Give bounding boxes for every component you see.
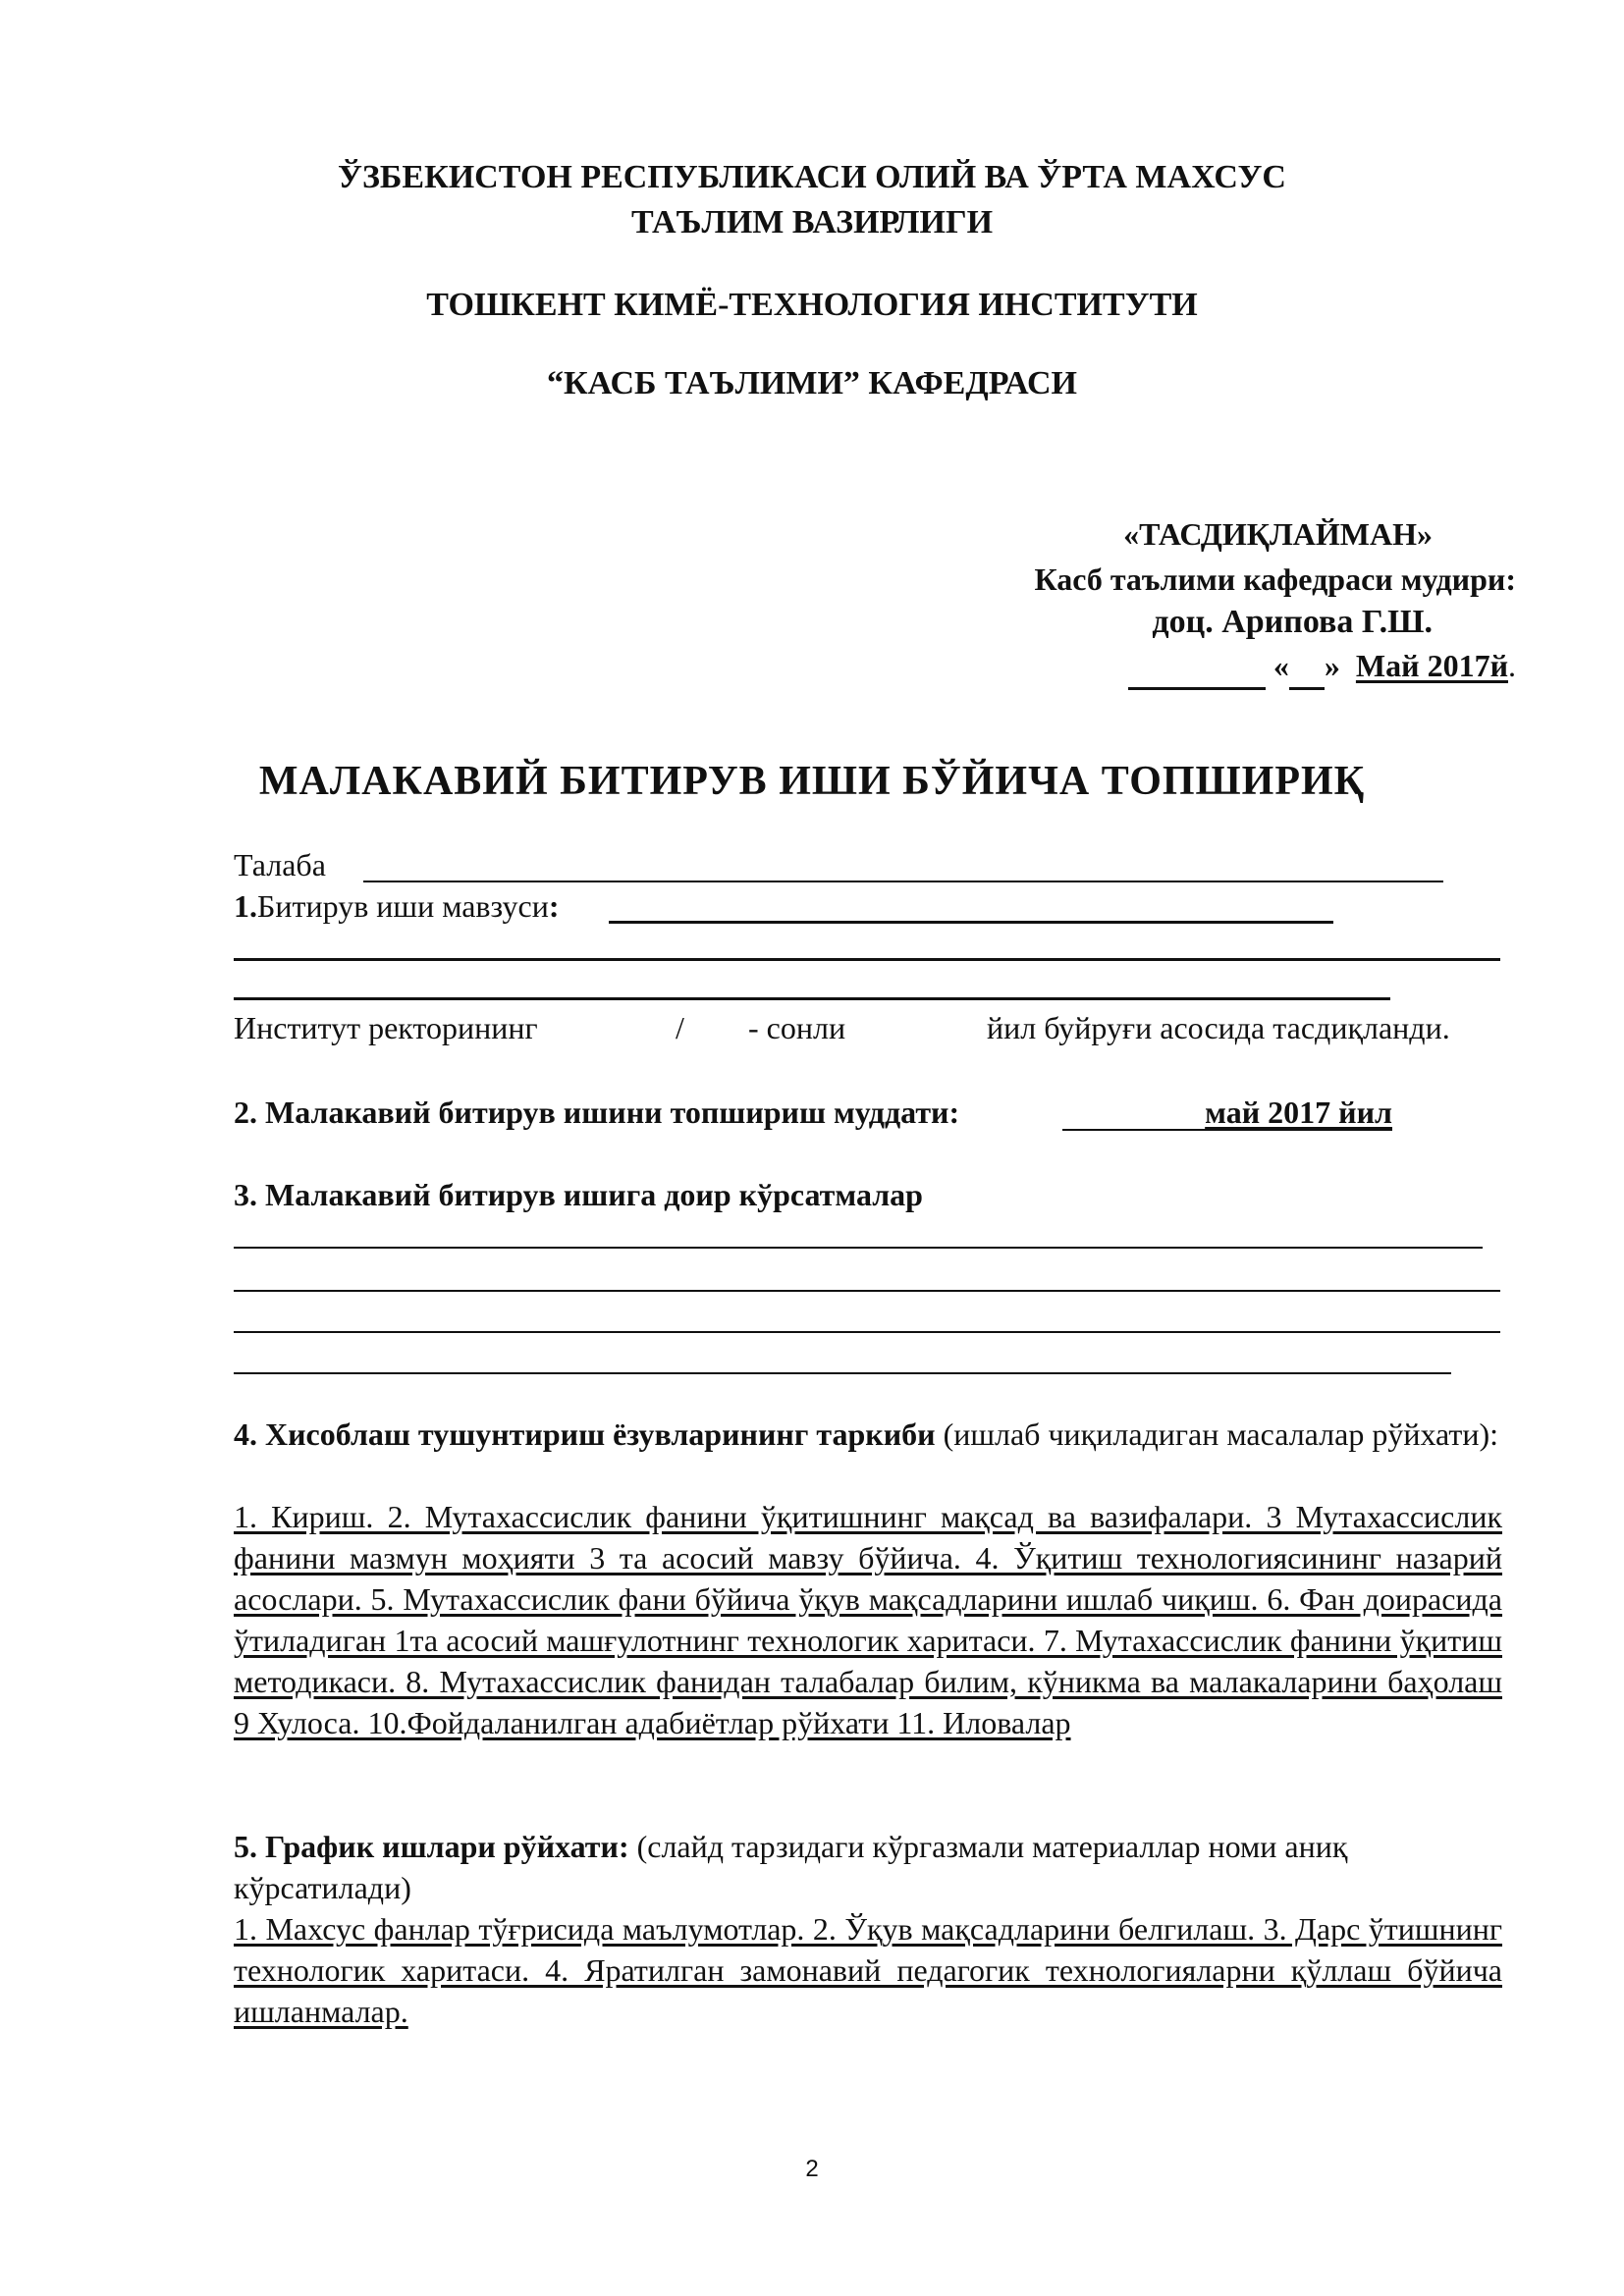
date-month-year: Май 2017й <box>1355 648 1508 683</box>
institute-title: ТОШКЕНТ КИМЁ-ТЕХНОЛОГИЯ ИНСТИТУТИ <box>426 287 1198 323</box>
rector-order-suffix: йил буйруғи асосида тасдиқланди. <box>987 1010 1450 1045</box>
guidelines-line-4 <box>234 1372 1451 1374</box>
contents-text: 1. Кириш. 2. Мутахассислик фанини ўқитишнинг мақсад ва вазифалари. 3 Мутахассислик фанини мазмун моҳияти 3 та асосий мавзу бўйича. 4. Ўқитиш технологиясининг назарий асослари. 5. Мутахассислик фани бўйича ўқув мақсадларини ишлаб чиқиш. 6. Фан доирасида ўтиладиган 1та асосий машғулотнинг технологик харитаси. 7. Мутахассислик фанини ўқитиш методикаси. 8. Мутахассислик фанидан талабалар билим, кўникма ва малакаларини баҳолаш 9 Хулоса. 10.Фойдаланилган адабиётлар рўйхати 11. Иловалар <box>234 1499 1502 1740</box>
document-title: МАЛАКАВИЙ БИТИРУВ ИШИ БЎЙИЧА ТОПШИРИҚ <box>258 759 1366 804</box>
guidelines-line-2 <box>234 1290 1500 1292</box>
date-period: . <box>1508 648 1516 683</box>
contents-label-bold: 4. Хисоблаш тушунтириш ёзувларининг таркиби <box>234 1416 936 1452</box>
approval-date <box>1128 644 1516 690</box>
signature-blank <box>1128 644 1266 690</box>
approval-position: Касб таълими кафедраси мудири: <box>1034 561 1516 597</box>
graphics-label-bold: 5. График ишлари рўйхати: <box>234 1829 629 1864</box>
contents-heading <box>234 1414 1510 1455</box>
student-name-line <box>363 881 1443 882</box>
day-blank <box>1289 644 1325 690</box>
department-title: “КАСБ ТАЪЛИМИ” КАФЕДРАСИ <box>546 365 1078 401</box>
guidelines-label: 3. Малакавий битирув ишига доир кўрсатмалар <box>234 1177 923 1212</box>
approval-stamp: «ТАСДИҚЛАЙМАН» <box>1123 516 1433 552</box>
topic-line-3 <box>234 997 1390 1000</box>
student-label: Талаба <box>234 847 326 882</box>
topic-label-text: Битирув иши мавзуси <box>257 888 549 924</box>
topic-colon: : <box>548 888 560 924</box>
deadline-underline <box>1062 1129 1392 1131</box>
rector-order-number: - сонли <box>748 1010 846 1045</box>
topic-label <box>234 885 559 927</box>
rector-order-slash: / <box>676 1010 684 1045</box>
page-number: 2 <box>805 2156 819 2182</box>
approval-signer: доц. Арипова Г.Ш. <box>1152 604 1433 640</box>
date-close-quote: » <box>1324 648 1340 683</box>
topic-number: 1. <box>234 888 257 924</box>
deadline-label: 2. Малакавий битирув ишини топшириш муддати: <box>234 1095 960 1130</box>
guidelines-line-3 <box>234 1331 1500 1333</box>
topic-line-2 <box>234 958 1500 961</box>
graphics-label-normal: (слайд тарзидаги кўргазмали материаллар номи аниқ кўрсатилади) <box>234 1829 1348 1905</box>
ministry-title-line2: ТАЪЛИМ ВАЗИРЛИГИ <box>630 204 994 240</box>
graphics-heading <box>234 1826 1502 1908</box>
rector-order-label: Институт ректорининг <box>234 1010 538 1045</box>
topic-line-1 <box>609 921 1333 924</box>
graphics-text: 1. Махсус фанлар тўғрисида маълумотлар. 2. Ўқув мақсадларини белгилаш. 3. Дарс ўтишнинг технологик харитаси. 4. Яратилган замонавий педагогик технологияларни қўллаш бўйича ишланмалар. <box>234 1911 1502 2029</box>
date-open-quote: « <box>1272 648 1289 683</box>
contents-label-normal: (ишлаб чиқиладиган масалалар рўйхати): <box>935 1416 1499 1452</box>
ministry-title-line1: ЎЗБЕКИСТОН РЕСПУБЛИКАСИ ОЛИЙ ВА ЎРТА МАХСУС <box>338 159 1286 195</box>
deadline-value: май 2017 йил <box>1205 1095 1392 1130</box>
guidelines-line-1 <box>234 1247 1483 1249</box>
